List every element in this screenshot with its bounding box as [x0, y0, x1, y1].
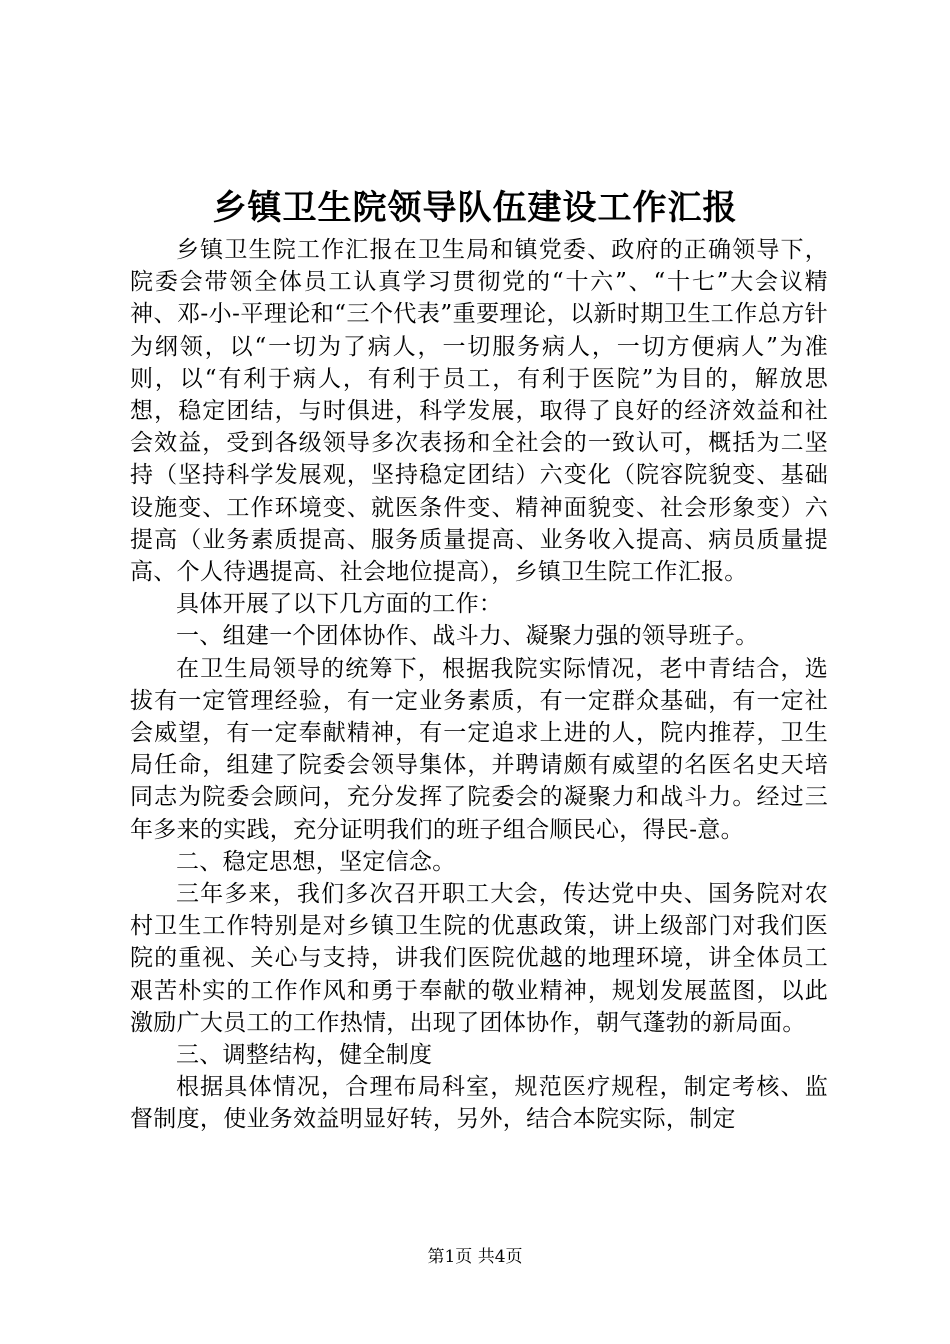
document-body — [130, 234, 828, 1136]
document-title: 乡镇卫生院领导队伍建设工作汇报 — [212, 188, 738, 228]
paragraph-section-2: 三年多来，我们多次召开职工大会，传达党中央、国务院对农村卫生工作特别是对乡镇卫生院的优惠政策，讲上级部门对我们医院的重视、关心与支持，讲我们医院优越的地理环境，讲全体员工艰苦朴实的工作作风和勇于奉献的敬业精神，规划发展蓝图，以此激励广大员工的工作热情，出现了团体协作，朝气蓬勃的新局面。 — [130, 881, 828, 1036]
section-heading-3: 三、调整结构，健全制度 — [176, 1042, 433, 1069]
paragraph-work-overview: 具体开展了以下几方面的工作： — [176, 591, 503, 618]
section-heading-1: 一、组建一个团体协作、战斗力、凝聚力强的领导班子。 — [176, 623, 759, 650]
paragraph-intro: 乡镇卫生院工作汇报在卫生局和镇党委、政府的正确领导下，院委会带领全体员工认真学习贯彻党的“十六”、“十七”大会议精神、邓-小-平理论和“三个代表”重要理论，以新时期卫生工作总方针为纲领，以“一切为了病人，一切服务病人，一切方便病人”为准则，以“有利于病人，有利于员工，有利于医院”为目的，解放思想，稳定团结，与时俱进，科学发展，取得了良好的经济效益和社会效益，受到各级领导多次表扬和全社会的一致认可，概括为二坚持（坚持科学发展观，坚持稳定团结）六变化（院容院貌变、基础设施变、工作环境变、就医条件变、精神面貌变、社会形象变）六提高（业务素质提高、服务质量提高、业务收入提高、病员质量提高、个人待遇提高、社会地位提高），乡镇卫生院工作汇报。 — [130, 237, 828, 586]
section-heading-2: 二、稳定思想，坚定信念。 — [176, 848, 456, 875]
paragraph-section-1: 在卫生局领导的统筹下，根据我院实际情况，老中青结合，选拔有一定管理经验，有一定业务素质，有一定群众基础，有一定社会威望，有一定奉献精神，有一定追求上进的人，院内推荐，卫生局任命，组建了院委会领导集体，并聘请颇有威望的名医名史天培同志为院委会顾问，充分发挥了院委会的凝聚力和战斗力。经过三年多来的实践，充分证明我们的班子组合顺民心，得民-意。 — [130, 655, 828, 843]
paragraph-section-3: 根据具体情况，合理布局科室，规范医疗规程，制定考核、监督制度，使业务效益明显好转，另外，结合本院实际，制定 — [130, 1074, 828, 1133]
page-footer: 第1页 共4页 — [427, 1247, 523, 1267]
